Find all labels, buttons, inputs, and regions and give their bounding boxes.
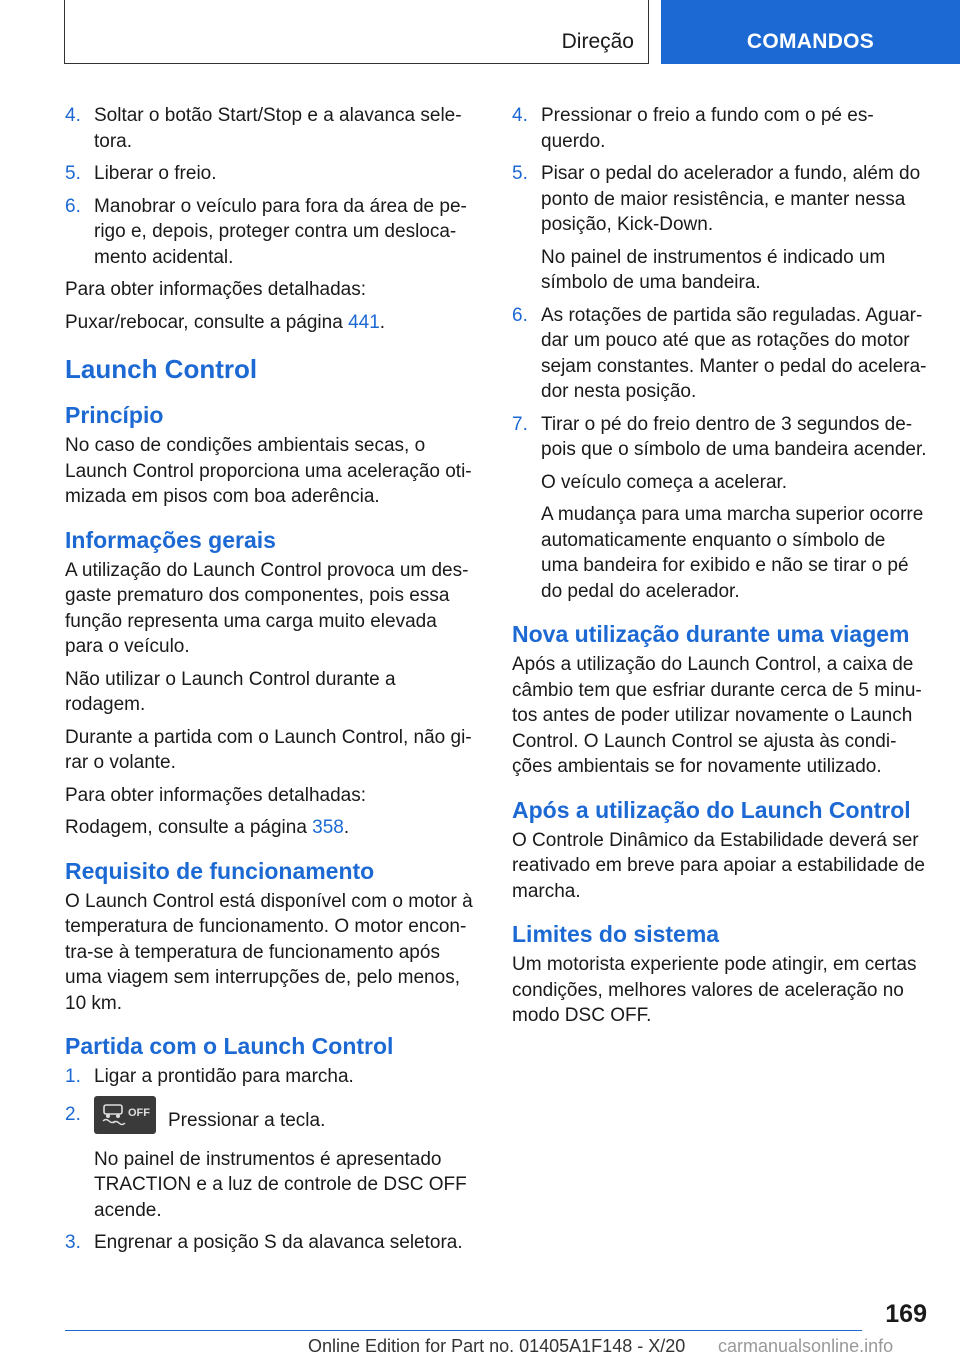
paragraph: O Controle Dinâmico da Estabilidade deverá ser reativado em breve para apoiar a estabilidade de marcha. bbox=[512, 829, 925, 902]
section-title: Launch Control bbox=[65, 354, 258, 384]
footer-divider bbox=[65, 1330, 862, 1331]
list-item: 4. Soltar o botão Start/Stop e a alavanca sele-tora. bbox=[65, 105, 462, 152]
footer-watermark: carmanualsonline.info bbox=[718, 1336, 894, 1356]
list-item-detail: A mudança para uma marcha superior ocorre automaticamente enquanto o símbolo de uma bandeira for exibido e não se tirar o pé do pedal do acelerador. bbox=[541, 504, 924, 602]
right-column bbox=[512, 103, 927, 1036]
paragraph: Para obter informações detalhadas: bbox=[65, 784, 367, 806]
list-item-detail: O veículo começa a acelerar. bbox=[541, 471, 788, 493]
dsc-off-button-icon bbox=[94, 1096, 156, 1134]
list-item: 7. Tirar o pé do freio dentro de 3 segundos de-pois que o símbolo de uma bandeira acender. bbox=[512, 413, 927, 460]
cross-reference: Rodagem, consulte a página 358. bbox=[65, 817, 350, 838]
list-item: 2. OFF Pressionar a tecla. bbox=[65, 1102, 480, 1140]
list-item-detail: No painel de instrumentos é apresentado TRACTION e a luz de controle de DSC OFF acende. bbox=[94, 1148, 467, 1221]
subsection-heading: Requisito de funcionamento bbox=[65, 857, 375, 884]
paragraph: Não utilizar o Launch Control durante a rodagem. bbox=[65, 668, 396, 715]
header-chapter-tab bbox=[661, 0, 960, 64]
paragraph: Um motorista experiente pode atingir, em certas condições, melhores valores de aceleração no modo DSC OFF. bbox=[512, 954, 917, 1026]
list-item: 6. Manobrar o veículo para fora da área de pe-rigo e, depois, proteger contra um desloca-mento acidental. bbox=[65, 195, 467, 268]
paragraph: No caso de condições ambientais secas, o Launch Control proporciona uma aceleração oti-mizada em pisos com boa aderência. bbox=[65, 435, 472, 507]
list-item: 6. As rotações de partida são reguladas. Aguar-dar um pouco até que as rotações do motor sejam constantes. Manter o pedal do acelera-dor nesta posição. bbox=[512, 304, 927, 402]
svg-text:OFF: OFF bbox=[128, 1106, 150, 1119]
list-item: 5. Liberar o freio. bbox=[65, 163, 217, 184]
subsection-heading: Limites do sistema bbox=[512, 921, 720, 947]
cross-reference: Puxar/rebocar, consulte a página 441. bbox=[65, 311, 386, 333]
subsection-heading: Após a utilização do Launch Control bbox=[512, 796, 911, 823]
list-item: 5. Pisar o pedal do acelerador a fundo, além do ponto de maior resistência, e manter nessa posição, Kick-Down. bbox=[512, 163, 921, 235]
list-item: 4. Pressionar o freio a fundo com o pé es-querdo. bbox=[512, 105, 874, 152]
subsection-heading: Princípio bbox=[65, 402, 164, 428]
list-item-detail: No painel de instrumentos é indicado um símbolo de uma bandeira. bbox=[541, 246, 886, 293]
page-link[interactable]: 358 bbox=[312, 817, 344, 838]
header-section-title: Direção bbox=[561, 30, 634, 53]
left-column bbox=[65, 103, 480, 1263]
paragraph: O Launch Control está disponível com o motor à temperatura de funcionamento. O motor encon-tra-se à temperatura de funcionamento após uma viagem sem interrupções de, pelo menos, 10 km. bbox=[65, 890, 473, 1014]
list-item: 1. Ligar a prontidão para marcha. bbox=[65, 1066, 354, 1087]
paragraph: Para obter informações detalhadas: bbox=[65, 279, 367, 300]
header-chapter-title: COMANDOS bbox=[746, 30, 875, 53]
paragraph: Durante a partida com o Launch Control, não gi-rar o volante. bbox=[65, 726, 472, 773]
paragraph: Após a utilização do Launch Control, a caixa de câmbio tem que esfriar durante cerca de 5 minu-tos antes de poder utilizar novamente o Launch Control. O Launch Control se ajusta às condi-ções ambientais se for novamente utilizado. bbox=[512, 654, 922, 777]
list-item: 3. Engrenar a posição S da alavanca seletora. bbox=[65, 1232, 463, 1253]
paragraph: A utilização do Launch Control provoca um des-gaste prematuro dos componentes, pois essa função representa uma carga muito elevada para o veículo. bbox=[65, 559, 469, 657]
header-section-box bbox=[64, 0, 649, 64]
subsection-heading: Nova utilização durante uma viagem bbox=[512, 621, 910, 647]
page-number: 169 bbox=[885, 1300, 927, 1328]
footer-edition: Online Edition for Part no. 01405A1F148 - X/20 bbox=[308, 1336, 686, 1356]
page-link[interactable]: 441 bbox=[348, 311, 380, 333]
subsection-heading: Partida com o Launch Control bbox=[65, 1033, 394, 1059]
subsection-heading: Informações gerais bbox=[65, 526, 276, 553]
